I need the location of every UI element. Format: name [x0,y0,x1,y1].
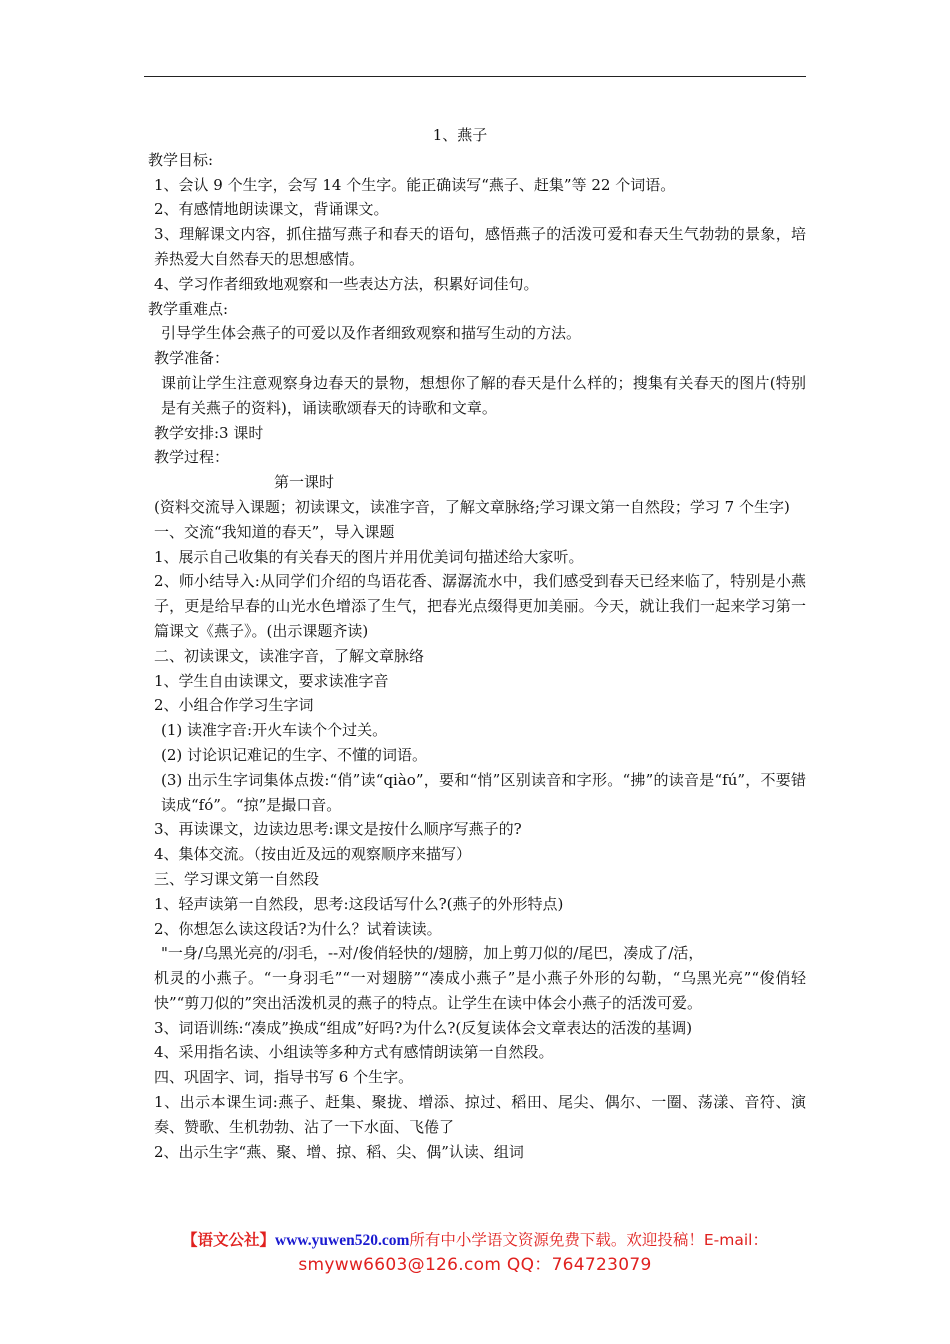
paragraph: 4、采用指名读、小组读等多种方式有感情朗读第一自然段。 [154,1043,554,1062]
paragraph-list [144,148,806,1165]
document-title: 1、燕子 [432,126,488,144]
paragraph: 教学过程： [154,448,230,467]
paragraph: (3) 出示生字词集体点拨:“俏”读“qiào”，要和“悄”区别读音和字形。“拂”的读音是“fú”，不要错读成“fó”。“掠”是撮口音。 [161,770,806,814]
paragraph: 1、会认 9 个生字，会写 14 个生字。能正确读写“燕子、赶集”等 22 个词语。 [154,175,676,194]
paragraph: 四、巩固字、词，指导书写 6 个生字。 [154,1068,414,1087]
paragraph: 3、词语训练:“凑成”换成“组成”好吗?为什么?(反复读体会文章表达的活泼的基调) [154,1018,693,1037]
paragraph: 4、集体交流。（按由近及远的观察顺序来描写） [154,845,472,864]
paragraph: 二、初读课文，读准字音，了解文章脉络 [154,646,425,665]
paragraph: 机灵的小燕子。“一身羽毛”“一对翅膀”“凑成小燕子”是小燕子外形的勾勒，“乌黑光亮”“俊俏轻快”“剪刀似的”突出活泼机灵的燕子的特点。让学生在读中体会小燕子的活泼可爱。 [154,969,806,1012]
paragraph: 4、学习作者细致地观察和一些表达方法，积累好词佳句。 [154,274,539,293]
paragraph: 2、你想怎么读这段话?为什么？试着读读。 [154,919,442,938]
paragraph: 3、理解课文内容，抓住描写燕子和春天的语句，感悟燕子的活泼可爱和春天生气勃勃的景象，培养热爱大自然春天的思想感情。 [154,225,806,268]
paragraph: 1、展示自己收集的有关春天的图片并用优美词句描述给大家听。 [154,547,584,566]
footer-brand: 【语文公社】 [182,1231,276,1249]
paragraph: 2、师小结导入:从同学们介绍的鸟语花香、潺潺流水中，我们感受到春天已经来临了，特别是小燕子，更是给早春的山光水色增添了生气，把春光点缀得更加美丽。今天，就让我们一起来学习第一篇课文《燕子》。(出示课题齐读) [154,572,806,640]
footer-line-1 [144,1228,806,1253]
paragraph: (资料交流导入课题；初读课文，读准字音，了解文章脉络;学习课文第一自然段；学习 7 个生字) [154,497,790,516]
footer-email-qq: smyww6603@126.com QQ：764723079 [298,1255,652,1275]
paragraph: 2、小组合作学习生字词 [154,696,314,715]
paragraph: 三、学习课文第一自然段 [154,869,320,888]
paragraph: 1、轻声读第一自然段，思考:这段话写什么?(燕子的外形特点) [154,894,564,913]
paragraph: 课前让学生注意观察身边春天的景物，想想你了解的春天是什么样的；搜集有关春天的图片(特别是有关燕子的资料)，诵读歌颂春天的诗歌和文章。 [161,373,806,417]
paragraph: (2) 讨论识记难记的生字、不懂的词语。 [161,745,428,764]
paragraph: (1) 读准字音:开火车读个个过关。 [161,721,388,740]
paragraph: 教学重难点: [148,299,229,318]
page-footer [144,1228,806,1277]
paragraph: 引导学生体会燕子的可爱以及作者细致观察和描写生动的方法。 [161,324,582,343]
paragraph: 2、出示生字“燕、聚、增、掠、稻、尖、偶”认读、组词 [154,1142,524,1161]
paragraph: 教学安排:3 课时 [154,423,264,442]
paragraph: "一身/乌黑光亮的/羽毛，--对/俊俏轻快的/翅膀，加上剪刀似的/尾巴，凑成了/活， [161,944,704,963]
paragraph: 1、出示本课生词:燕子、赶集、聚拢、增添、掠过、稻田、尾尖、偶尔、一圈、荡漾、音符、演奏、赞歌、生机勃勃、沾了一下水面、飞倦了 [154,1093,806,1136]
paragraph: 第一课时 [274,473,335,492]
paragraph: 一、交流“我知道的春天”，导入课题 [154,522,395,541]
footer-text: 所有中小学语文资源免费下载。欢迎投稿！E-mail： [409,1231,768,1249]
paragraph: 教学准备： [154,349,230,368]
paragraph: 教学目标: [148,150,214,169]
paragraph: 1、学生自由读课文，要求读准字音 [154,671,389,690]
paragraph: 2、有感情地朗读课文，背诵课文。 [154,200,389,219]
document-body [144,123,806,1164]
header-rule [144,76,806,77]
paragraph: 3、再读课文，边读边思考:课文是按什么顺序写燕子的? [154,820,522,839]
footer-url-link[interactable]: www.yuwen520.com [275,1232,410,1249]
